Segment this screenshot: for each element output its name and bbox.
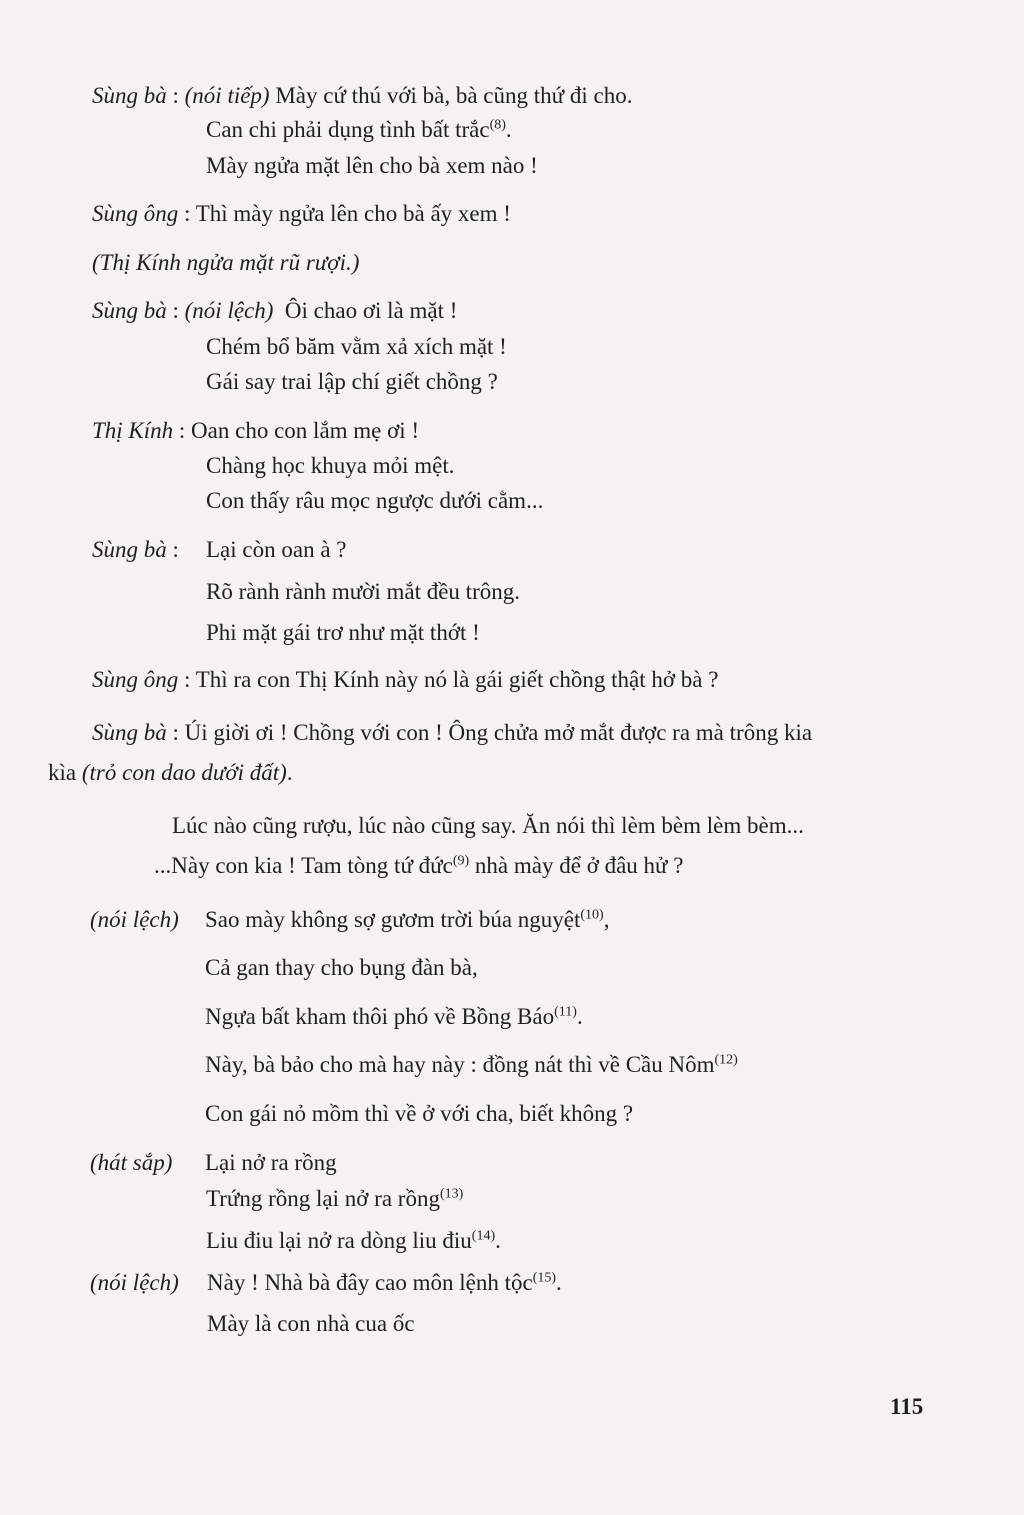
dialogue-line: (hát sắp) Lại nở ra rồng <box>90 1150 337 1175</box>
footnote-ref: (11) <box>554 1004 577 1020</box>
dialogue-line: (nói lệch) Sao mày không sợ gươm trời búa nguyệt$^{(10)}$, <box>90 907 610 932</box>
dialogue-line: Thị Kính : Oan cho con lắm mẹ ơi ! <box>92 418 420 443</box>
dialogue-line: (nói lệch) Này ! Nhà bà đây cao môn lệnh tộc$^{(15)}$. <box>90 1270 562 1295</box>
footnote-ref: (14) <box>471 1228 496 1244</box>
stage-direction: (trỏ con dao dưới đất) <box>81 760 287 785</box>
speaker-name: Sùng ông <box>92 201 179 226</box>
verse-line: Con thấy râu mọc ngược dưới cằm... <box>206 488 544 513</box>
footnote-ref: (10) <box>580 907 604 923</box>
footnote-ref: (15) <box>532 1270 557 1286</box>
verse-line: Chàng học khuya mỏi mệt. <box>206 453 455 478</box>
footnote-ref: (8) <box>489 117 506 133</box>
stage-direction: (nói tiếp) <box>184 83 270 108</box>
speaker-name: Sùng bà <box>92 83 167 108</box>
speaker-name: Sùng bà <box>92 298 167 323</box>
footnote-ref: (12) <box>714 1052 738 1068</box>
dialogue-line: Sùng bà : Lại còn oan à ? <box>92 537 347 562</box>
dialogue-line: Sùng bà : (nói lệch) Ôi chao ơi là mặt ! <box>92 298 458 323</box>
verse-line: Này, bà bảo cho mà hay này : đồng nát thì về Cầu Nôm$^{(12)}$ <box>205 1052 738 1077</box>
verse-line: Mày là con nhà cua ốc <box>207 1311 415 1336</box>
stage-direction: (hát sắp) <box>90 1150 173 1175</box>
dialogue-line: Sùng bà : Úi giời ơi ! Chồng với con ! Ông chửa mở mắt được ra mà trông kia <box>92 720 813 745</box>
speaker-name: Sùng bà <box>92 720 167 745</box>
footnote-ref: (13) <box>439 1186 464 1202</box>
dialogue-line: Sùng ông : Thì mày ngửa lên cho bà ấy xem ! <box>92 201 511 226</box>
page-number: 115 <box>890 1394 924 1419</box>
stage-direction: (nói lệch) <box>90 1270 179 1295</box>
verse-line: Gái say trai lập chí giết chồng ? <box>206 369 498 394</box>
verse-line: Liu điu lại nở ra dòng liu điu$^{(14)}$. <box>206 1228 501 1253</box>
verse-line: Cả gan thay cho bụng đàn bà, <box>205 955 478 980</box>
speaker-name: Sùng ông <box>92 667 179 692</box>
verse-line: Con gái nỏ mồm thì về ở với cha, biết không ? <box>205 1101 634 1126</box>
verse-line: Ngựa bất kham thôi phó về Bồng Báo$^{(11)}$. <box>205 1004 583 1029</box>
dialogue-line: kìa (trỏ con dao dưới đất). <box>48 760 293 785</box>
stage-direction: (nói lệch) <box>90 907 179 932</box>
stage-direction-line: (Thị Kính ngửa mặt rũ rượi.) <box>92 250 360 275</box>
verse-line: Trứng rồng lại nở ra rồng$^{(13)}$ <box>206 1186 464 1211</box>
verse-line: Mày ngửa mặt lên cho bà xem nào ! <box>206 153 538 178</box>
verse-line: Can chi phải dụng tình bất trắc$^{(8)}$. <box>206 117 512 142</box>
prose-line: ...Này con kia ! Tam tòng tứ đức$^{(9)}$ nhà mày để ở đâu hử ? <box>154 853 684 878</box>
dialogue-line: Sùng bà : (nói tiếp) Mày cứ thú với bà, bà cũng thứ đi cho. <box>92 83 633 108</box>
verse-line: Phi mặt gái trơ như mặt thớt ! <box>206 620 480 645</box>
speaker-name: Sùng bà <box>92 537 167 562</box>
stage-direction: (nói lệch) <box>184 298 274 323</box>
prose-line: Lúc nào cũng rượu, lúc nào cũng say. Ăn nói thì lèm bèm lèm bèm... <box>172 813 804 838</box>
speaker-name: Thị Kính <box>92 418 174 443</box>
verse-line: Rõ rành rành mười mắt đều trông. <box>206 579 520 604</box>
footnote-ref: (9) <box>452 853 470 869</box>
dialogue-line: Sùng ông : Thì ra con Thị Kính này nó là gái giết chồng thật hở bà ? <box>92 667 719 692</box>
verse-line: Chém bổ băm vằm xả xích mặt ! <box>206 334 507 359</box>
